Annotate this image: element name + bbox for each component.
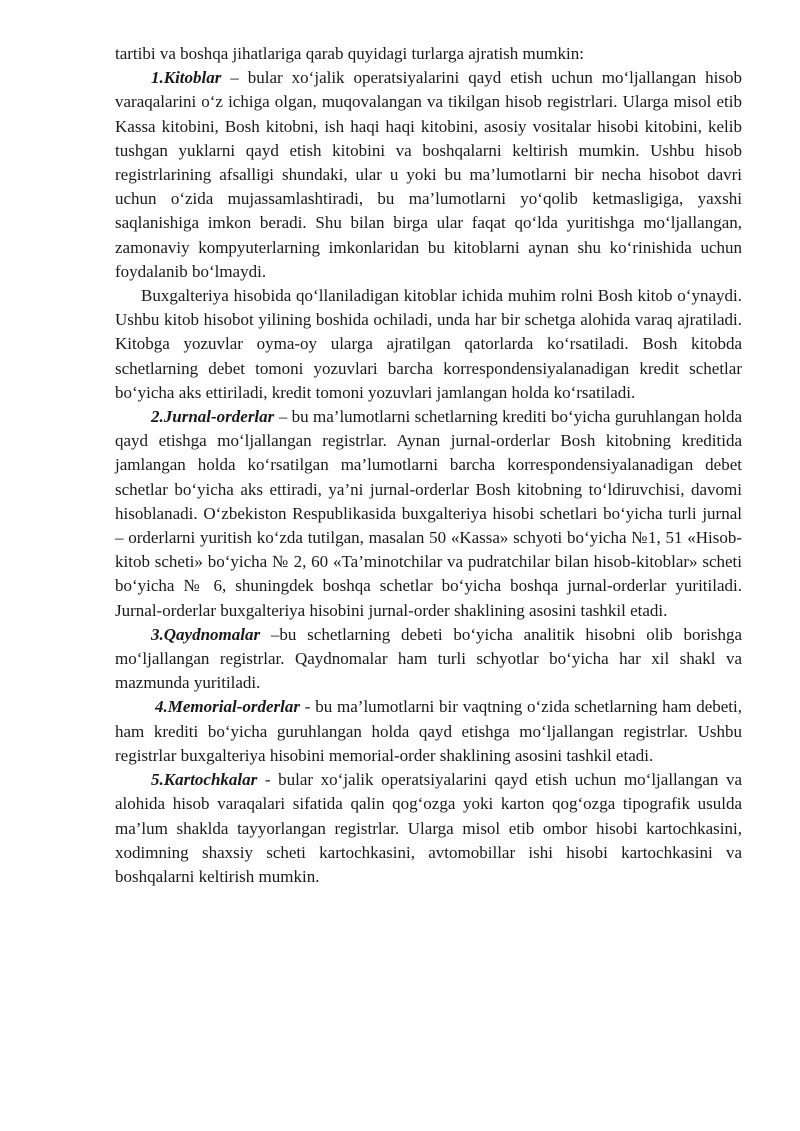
term-kartochkalar: 5.Kartochkalar: [151, 770, 258, 790]
paragraph-memorial-orderlar: [115, 695, 742, 768]
paragraph-jurnal-orderlar: [115, 405, 742, 623]
term-kitoblar: 1.Kitoblar: [151, 68, 222, 88]
paragraph-text: tartibi va boshqa jihatlariga qarab quyidagi turlarga ajratish mumkin:: [115, 44, 584, 63]
term-qaydnomalar: 3.Qaydnomalar: [151, 624, 261, 644]
paragraph-bosh-kitob: [115, 284, 742, 405]
term-memorial-orderlar: 4.Memorial-orderlar: [155, 697, 300, 717]
paragraph-kartochkalar: [115, 768, 742, 889]
document-page: [115, 42, 742, 889]
paragraph-kitoblar: [115, 66, 742, 284]
term-jurnal-orderlar: 2.Jurnal-orderlar: [151, 407, 275, 427]
paragraph-text: - bular xo‘jalik operatsiyalarini qayd etish uchun mo‘ljallangan va alohida hisob varaqalari sifatida qalin qog‘ozga yoki karton qog‘ozga tipografik usulda ma’lum shaklda tayyorlangan registrlar. Ularga misol etib ombor hisobi kartochkasini, xodimning shaxsiy scheti kartochkasini, avtomobillar ishi hisobi kartochkasini va boshqalarni keltirish mumkin.: [115, 770, 742, 886]
paragraph-text: – bular xo‘jalik operatsiyalarini qayd etish uchun mo‘ljallangan hisob varaqalarini o‘z ichiga olgan, muqovalangan va tikilgan hisob registrlari. Ularga misol etib Kassa kitobini, Bosh kitobni, ish haqi haqi kitobini, asosiy vositalar hisobi kitobini, kelib tushgan yuklarni qayd etish kitobini va boshqalarni keltirish mumkin. Ushbu hisob registrlarining afsalligi shundaki, ular u yoki bu ma’lumotlarni bir necha hisobot davri uchun o‘zida mujassamlashtiradi, bu ma’lumotlarni yo‘qolib ketmasligiga, yaxshi saqlanishiga imkon beradi. Shu bilan birga ular faqat qo‘lda yuritishga mo‘ljallangan, zamonaviy kompyuterlarning imkonlaridan bu kitoblarni aynan shu ko‘rinishida uchun foydalanib bo‘lmaydi.: [115, 68, 742, 281]
paragraph-intro: [115, 42, 742, 66]
paragraph-qaydnomalar: [115, 623, 742, 696]
paragraph-text: – bu ma’lumotlarni schetlarning krediti bo‘yicha guruhlangan holda qayd etishga mo‘ljallangan registrlar. Aynan jurnal-orderlar Bosh kitobning kreditida jamlangan holda ko‘rsatilgan ma’lumotlarni barcha korrespondensiyalanadigan debet schetlar bo‘yicha aks ettiradi, ya’ni jurnal-orderlar Bosh kitobning to‘ldiruvchisi, davomi hisoblanadi. O‘zbekiston Respublikasida buxgalteriya hisobi schetlari bo‘yicha turli jurnal – orderlarni yuritish ko‘zda tutilgan, masalan 50 «Kassa» schyoti bo‘yicha №1, 51 «Hisob-kitob scheti» bo‘yicha № 2, 60 «Ta’minotchilar va pudratchilar bilan hisob-kitoblar» scheti bo‘yicha № 6, shuningdek boshqa schetlar bo‘yicha boshqa jurnal-orderlar yuritiladi. Jurnal-orderlar buxgalteriya hisobini jurnal-order shaklining asosini tashkil etadi.: [115, 407, 742, 620]
paragraph-text: Buxgalteriya hisobida qo‘llaniladigan kitoblar ichida muhim rolni Bosh kitob o‘ynaydi. Ushbu kitob hisobot yilining boshida ochiladi, unda har bir schetga alohida varaq ajratiladi. Kitobga yozuvlar oyma-oy ularga ajratilgan qatorlarda ko‘rsatiladi. Bosh kitobda schetlarning debet tomoni yozuvlari barcha korrespondensiyalanadigan kredit schetlar bo‘yicha aks ettiriladi, kredit tomoni yozuvlari jamlangan holda ko‘rsatiladi.: [115, 286, 742, 402]
paragraph-text: - bu ma’lumotlarni bir vaqtning o‘zida schetlarning ham debeti, ham krediti bo‘yicha guruhlangan holda qayd etishga mo‘ljallangan registrlar. Ushbu registrlar buxgalteriya hisobini memorial-order shaklining asosini tashkil etadi.: [115, 697, 742, 765]
paragraph-text: –bu schetlarning debeti bo‘yicha analitik hisobni olib borishga mo‘ljallangan registrlar. Qaydnomalar ham turli schyotlar bo‘yicha har xil shakl va mazmunda yuritiladi.: [115, 624, 742, 693]
